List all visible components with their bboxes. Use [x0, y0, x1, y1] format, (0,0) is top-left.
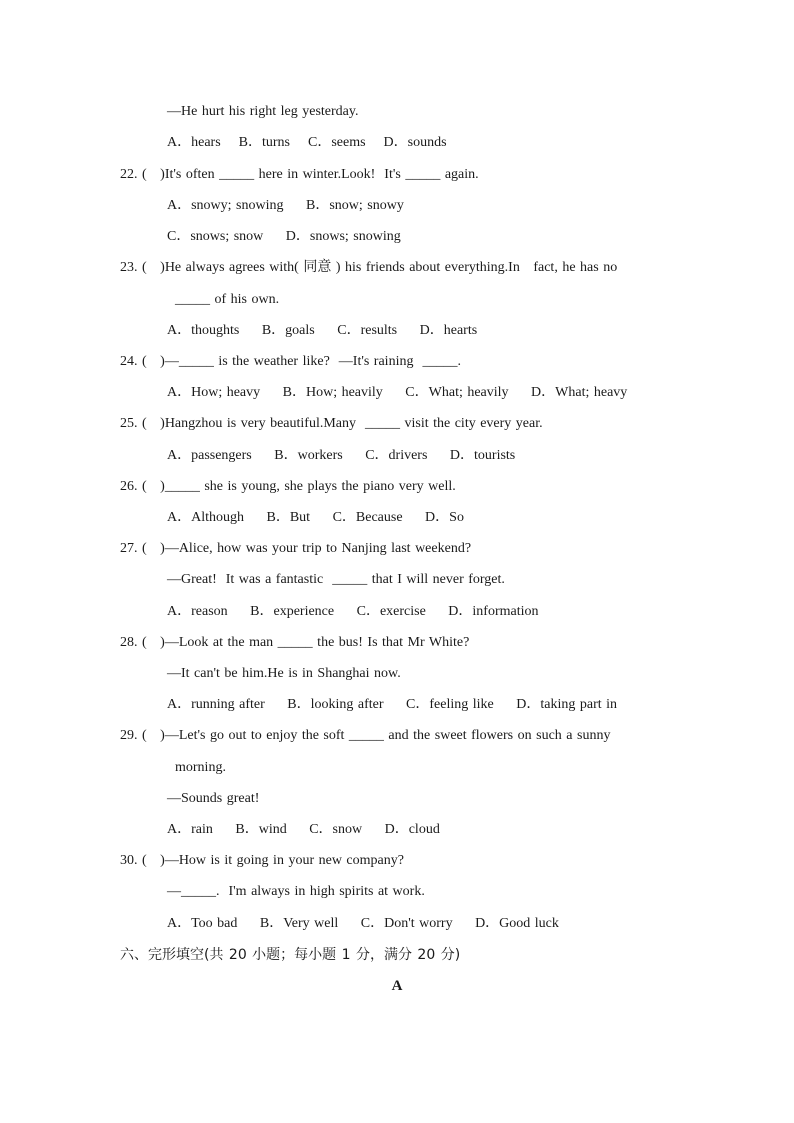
options-line: A．passengers B．workers C．drivers D．tourists [167, 448, 516, 463]
question-25: 25. ( )Hangzhou is very beautiful.Many _____ visit the city every year. [120, 416, 543, 431]
question-23: 23. ( )He always agrees with( 同意 ) his friends about everything.In fact, he has no [120, 260, 618, 275]
text-line: C．snows; snow D．snows; snowing [167, 229, 401, 244]
section-heading: 六、完形填空(共 20 小题；每小题 1 分，满分 20 分) [120, 947, 461, 963]
options-line: A．Although B．But C．Because D．So [167, 510, 464, 525]
text-line: _____ of his own. [175, 292, 280, 307]
options-line: A．reason B．experience C．exercise D．information [167, 604, 539, 619]
question-24: 24. ( )—_____ is the weather like? —It's raining _____. [120, 354, 461, 369]
question-28: 28. ( )—Look at the man _____ the bus! Is that Mr White? [120, 635, 470, 650]
question-22: 22. ( )It's often _____ here in winter.Look! It's _____ again. [120, 167, 479, 182]
options-line: A．thoughts B．goals C．results D．hearts [167, 323, 478, 338]
options-line: A．Too bad B．Very well C．Don't worry D．Good luck [167, 916, 559, 931]
question-29: 29. ( )—Let's go out to enjoy the soft _____ and the sweet flowers on such a sunny [120, 728, 611, 743]
options-line: A．rain B．wind C．snow D．cloud [167, 822, 440, 837]
answer-line: —He hurt his right leg yesterday. [167, 104, 359, 119]
text-line: —It can't be him.He is in Shanghai now. [167, 666, 401, 681]
question-27: 27. ( )—Alice, how was your trip to Nanjing last weekend? [120, 541, 472, 556]
text-line: —Sounds great! [167, 791, 260, 806]
text-line: —_____. I'm always in high spirits at work. [167, 884, 425, 899]
question-30: 30. ( )—How is it going in your new company? [120, 853, 404, 868]
passage-label: A [391, 978, 403, 994]
options-line: A．snowy; snowing B．snow; snowy [167, 198, 404, 213]
text-line: —Great! It was a fantastic _____ that I will never forget. [167, 572, 505, 587]
options-line: A．running after B．looking after C．feeling like D．taking part in [167, 697, 618, 712]
options-line: A．hears B．turns C．seems D．sounds [167, 135, 447, 150]
text-line: morning. [175, 760, 226, 775]
question-26: 26. ( )_____ she is young, she plays the piano very well. [120, 479, 456, 494]
options-line: A．How; heavy B．How; heavily C．What; heavily D．What; heavy [167, 385, 628, 400]
